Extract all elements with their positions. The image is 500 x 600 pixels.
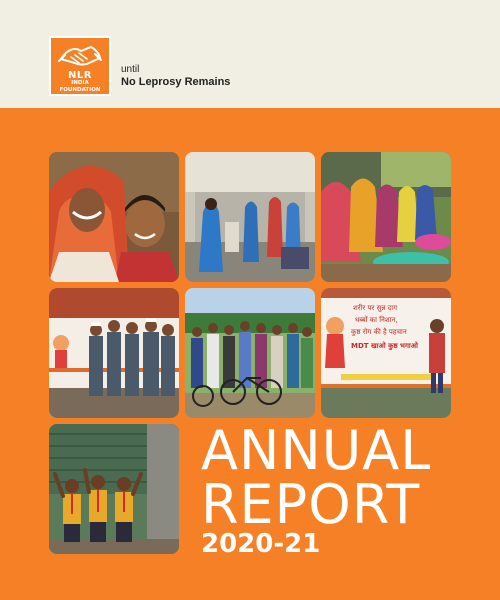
photo-mdt-wall-mural xyxy=(321,288,451,418)
handshake-icon xyxy=(57,41,103,71)
mural-line-3: कुष्ठ रोग की है पहचान xyxy=(351,328,407,336)
photo-hall-meeting xyxy=(185,152,315,282)
nlr-logo xyxy=(49,36,111,96)
tagline-main: No Leprosy Remains xyxy=(121,76,231,88)
logo-india-text: INDIA xyxy=(71,80,89,86)
mural-line-2: धब्बों का निशान, xyxy=(355,316,398,324)
photo-woman-and-child xyxy=(49,152,179,282)
tagline xyxy=(121,64,230,89)
photo-group-with-bicycles xyxy=(185,288,315,418)
title-annual: ANNUAL xyxy=(201,419,432,482)
header-band xyxy=(0,0,500,108)
logo-nlr-text: NLR xyxy=(68,70,92,81)
photo-group-at-wall-mural xyxy=(49,288,179,418)
photo-women-foot-care xyxy=(321,152,451,282)
title-year: 2020-21 xyxy=(201,529,321,559)
logo-foundation-text: FOUNDATION xyxy=(59,87,101,93)
mural-line-4: MDT खाओ कुष्ठ भगाओ xyxy=(351,342,418,350)
tagline-until: until xyxy=(121,64,140,75)
title-report: REPORT xyxy=(201,473,421,536)
photo-school-children xyxy=(49,424,179,554)
mural-line-1: शरीर पर सुन्न दाग xyxy=(353,304,398,312)
